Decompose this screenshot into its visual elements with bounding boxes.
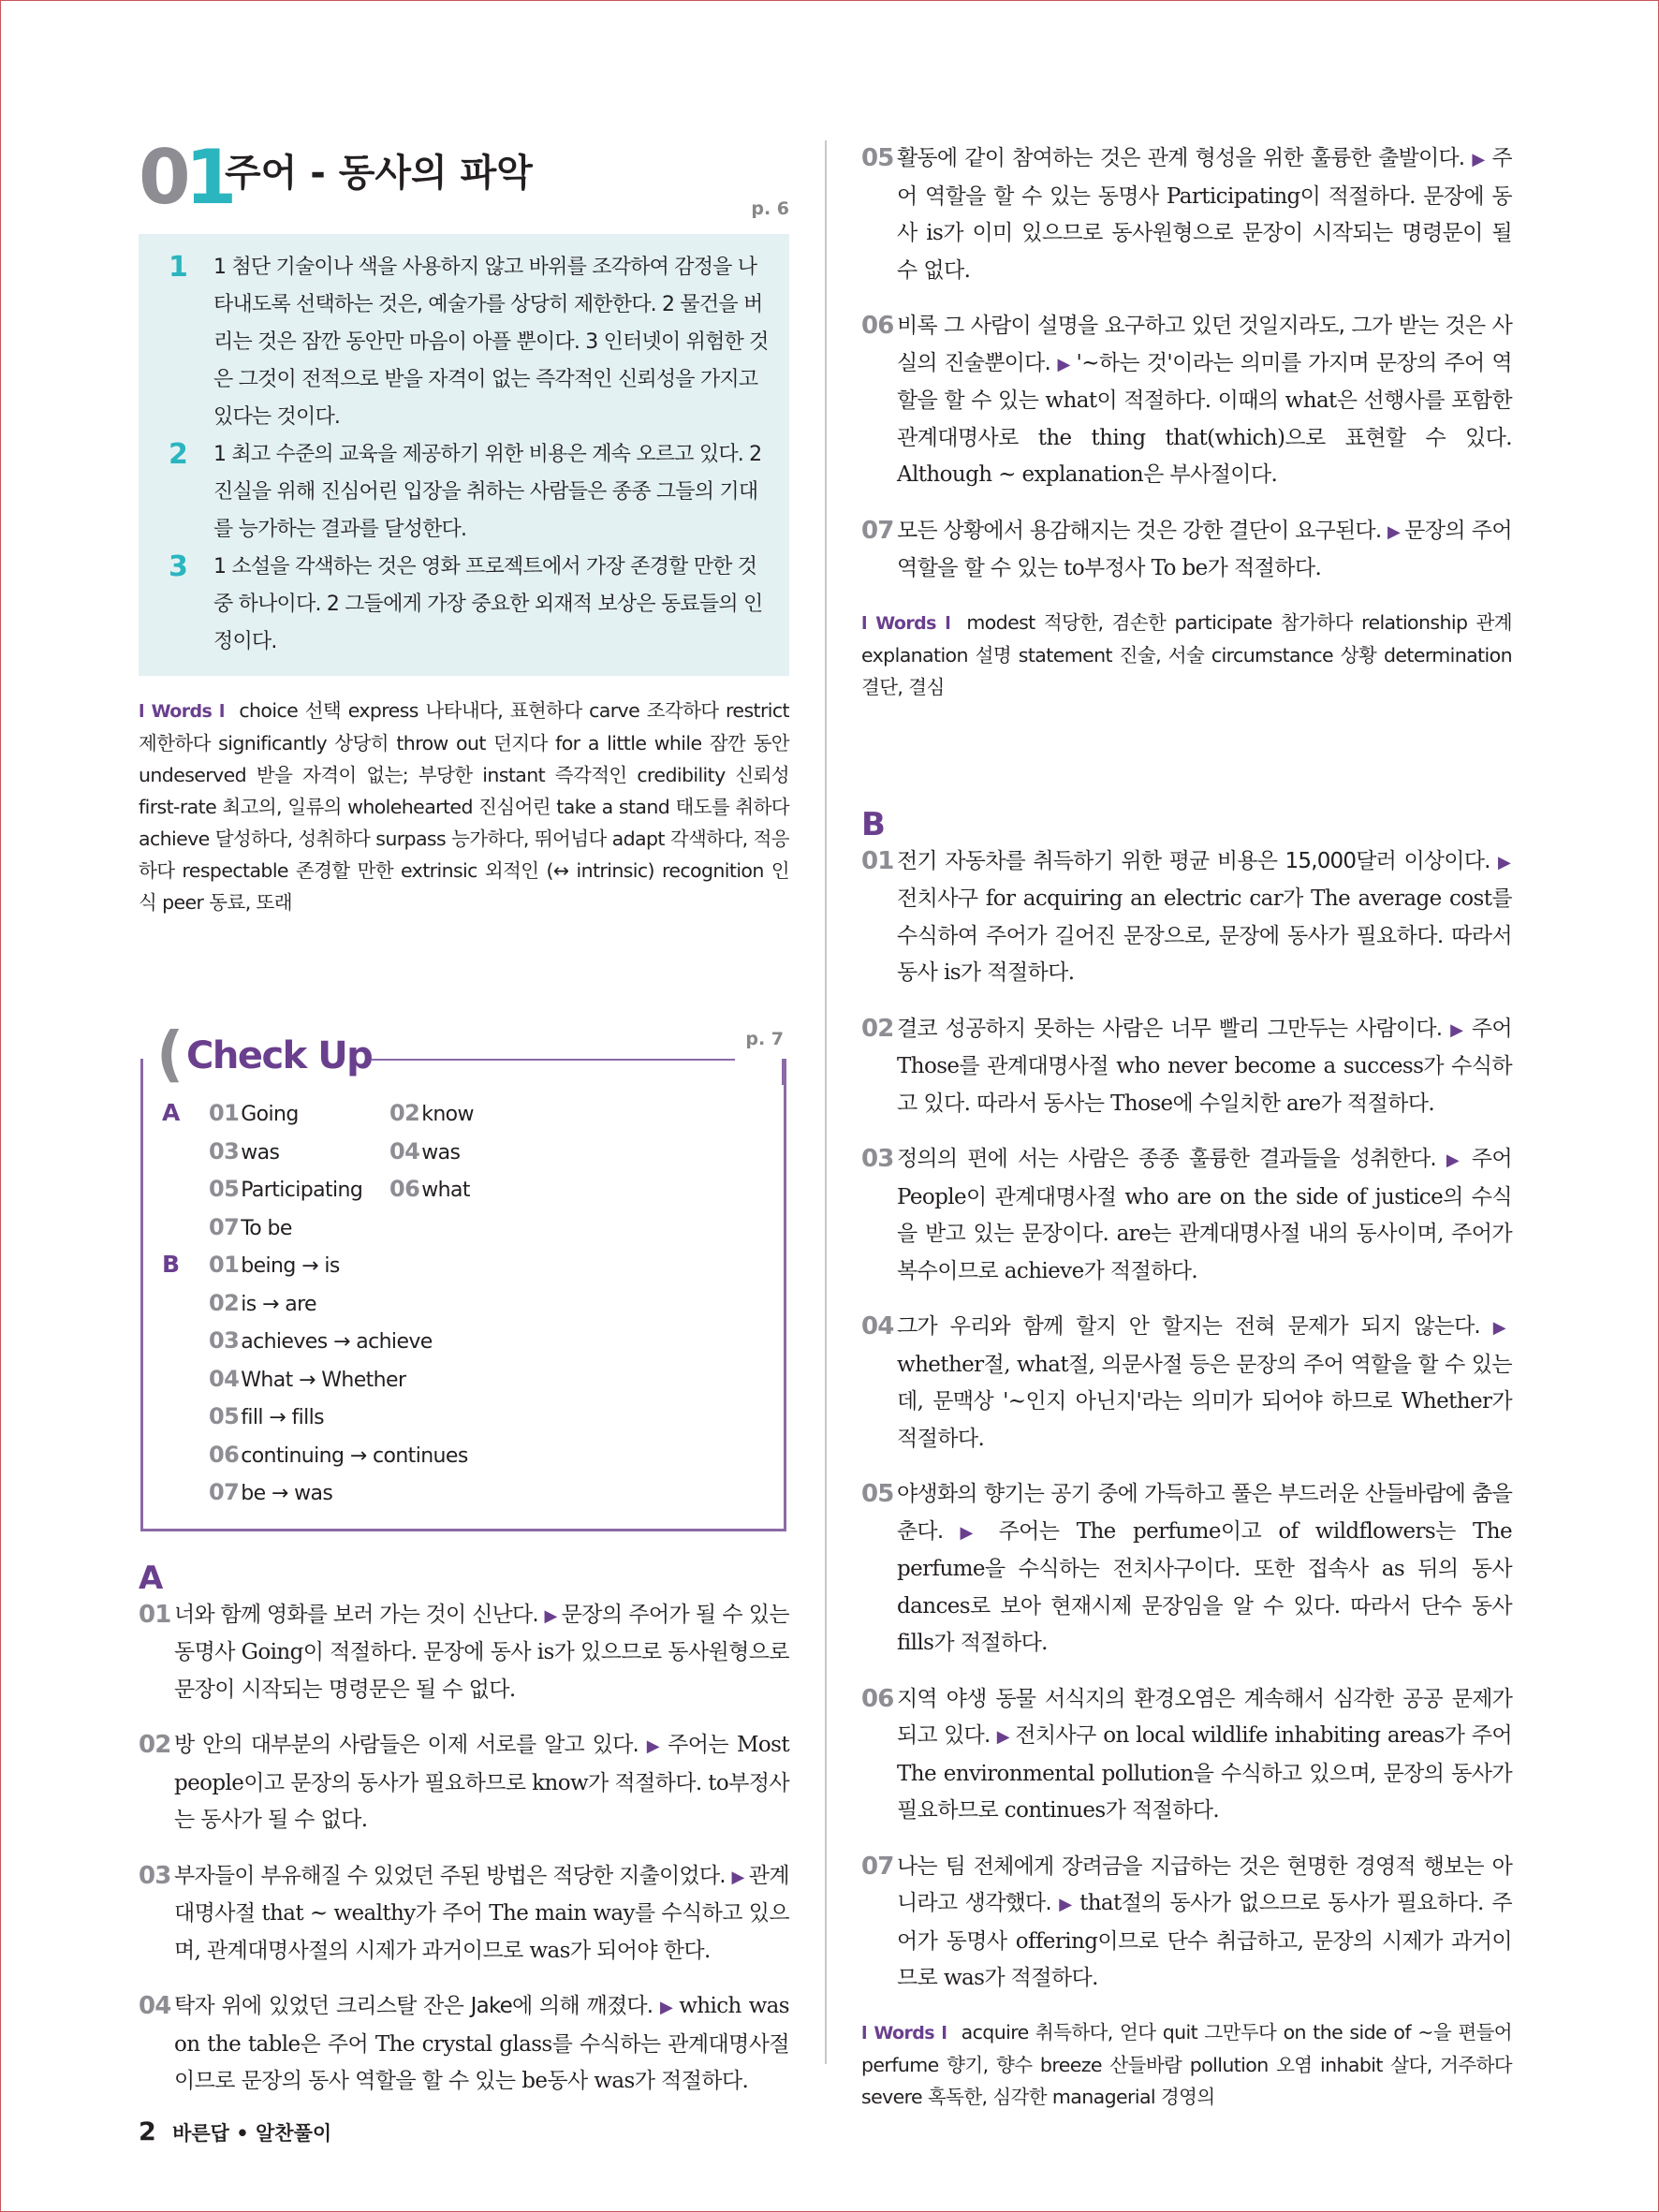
words-tag: l Words l — [861, 2022, 947, 2044]
explanation-text: 주어 역할을 할 수 있는 동명사 Participating이 적절하다. 문장에 동사 is가 이미 있으므로 동사원형으로 문장이 시작되는 명령문이 될 수 없다. — [897, 146, 1512, 283]
triangle-icon: ▶ — [1472, 150, 1492, 169]
translation-box — [139, 234, 789, 676]
words-list — [861, 2016, 1512, 2113]
page-footer — [139, 2117, 331, 2146]
explanation-korean: 방 안의 대부분의 사람들은 이제 서로를 알고 있다. — [174, 1733, 639, 1757]
words-text: modest 적당한, 겸손한 participate 참가하다 relationship 관계 explanation 설명 statement 진술, 서술 circumstance 상황 determination 결단, 결심 — [861, 610, 1513, 698]
check-up-title: ( Check Up — [156, 1020, 373, 1090]
explanation-number: 01 — [861, 846, 894, 875]
answer-item: 07To be — [209, 1213, 292, 1240]
words-list — [861, 607, 1512, 703]
translation-text: 1 소설을 각색하는 것은 영화 프로젝트에서 가장 존경할 만한 것 중 하나이다. 2 그들에게 가장 중요한 외재적 보상은 동료들의 인정이다. — [213, 555, 763, 653]
explanation-number: 06 — [861, 312, 894, 340]
answer-item: 02is → are — [209, 1289, 316, 1316]
answer-item: 03was — [209, 1137, 280, 1165]
page-number: 2 — [139, 2117, 156, 2146]
explanation-korean: 비록 그 사람이 설명을 요구하고 있던 것일지라도, 그가 받는 것은 사실의 진술뿐이다. — [897, 314, 1512, 375]
explanation-item — [861, 1681, 1512, 1830]
words-text: choice 선택 express 나타내다, 표현하다 carve 조각하다 restrict 제한하다 significantly 상당히 throw out 던지다 for a little while 잠깐 동안 undeserved 받을 자격이 없는; 부당한 instant 즉각적인 credibility 신뢰성 first-rate 최고의, 일류의 wholehearted 진심어린 take a stand 태도를 취하다 achieve 달성하다, 성취하다 surpass 능가하다, 뛰어넘다 adapt 각색하다, 적응하다 respectable 존경할 만한 extrinsic 외적인 (↔ intrinsic) recognition 인식 peer 동료, 또래 — [139, 699, 789, 914]
explanation-text: 전치사구 for acquiring an electric car가 The average cost를 수식하여 주어가 길어진 문장으로, 문장에 동사가 필요하다. 따라서 동사 is가 적절하다. — [897, 886, 1512, 985]
words-tag: l Words l — [861, 612, 951, 634]
explanation-text: 주어 Those를 관계대명사절 who never become a success가 수식하고 있다. 따라서 동사는 Those에 수일치한 are가 적절하다. — [897, 1016, 1512, 1116]
explanation-number: 07 — [861, 1852, 894, 1881]
check-up-box — [139, 1020, 786, 1531]
explanation-text: that절의 동사가 없으므로 동사가 필요하다. 주어가 동명사 offering이므로 단수 취급하고, 문장의 시제가 과거이므로 was가 적절하다. — [897, 1891, 1512, 1990]
explanation-item — [861, 1849, 1512, 1998]
left-column — [139, 134, 790, 2119]
explanation-item — [861, 1011, 1512, 1123]
triangle-icon: ▶ — [996, 1727, 1016, 1747]
explanation-item — [861, 1141, 1512, 1290]
answer-item: 05Participating — [209, 1176, 363, 1202]
words-tag: l Words l — [139, 701, 225, 722]
explanation-korean: 활동에 같이 참여하는 것은 관계 형성을 위한 훌륭한 출발이다. — [897, 146, 1465, 170]
explanation-number: 03 — [861, 1145, 894, 1173]
triangle-icon: ▶ — [1387, 521, 1405, 542]
part-b — [861, 806, 1512, 2113]
part-a-heading: A — [139, 1559, 164, 1597]
triangle-icon: ▶ — [1498, 852, 1512, 872]
explanation-text: '~하는 것'이라는 의미를 가지며 문장의 주어 역할을 할 수 있는 what이 적절하다. 이때의 what은 선행사를 포함한 관계대명사로 the thing that(which)으로 표현할 수 있다. Although ~ explanation은 부사절이다. — [897, 350, 1513, 487]
triangle-icon: ▶ — [646, 1736, 668, 1756]
triangle-icon: ▶ — [1059, 1895, 1080, 1914]
check-up-c-icon: ( — [156, 1020, 183, 1090]
triangle-icon: ▶ — [544, 1605, 562, 1626]
explanation-korean: 너와 함께 영화를 보러 가는 것이 신난다. — [174, 1602, 538, 1627]
explanation-korean: 부자들이 부유해질 수 있었던 주된 방법은 적당한 지출이었다. — [174, 1863, 726, 1888]
explanation-text: 주어는 The perfume이고 of wildflowers는 The perfume을 수식하는 전치사구이다. 또한 접속사 as 뒤의 동사 dances로 보아 현재시제 문장임을 알 수 있다. 따라서 단수 동사 fills가 적절하다. — [897, 1518, 1512, 1655]
answer-item: 07be → was — [209, 1479, 333, 1505]
triangle-icon: ▶ — [1450, 1019, 1472, 1040]
part-b-heading: B — [861, 805, 886, 843]
triangle-icon: ▶ — [1492, 1318, 1512, 1338]
explanation-number: 05 — [861, 144, 894, 172]
explanation-text: 문장의 주어가 될 수 있는 동명사 Going이 적절하다. 문장에 동사 is가 있으므로 동사원형으로 문장이 시작되는 명령문은 될 수 없다. — [174, 1602, 789, 1702]
words-text: acquire 취득하다, 얻다 quit 그만두다 on the side of ~을 편들어 perfume 향기, 향수 breeze 산들바람 pollution 오염 inhabit 살다, 거주하다 severe 혹독한, 심각한 managerial 경영의 — [861, 2020, 1513, 2108]
answer-grid — [162, 1094, 765, 1512]
translation-text: 1 최고 수준의 교육을 제공하기 위한 비용은 계속 오르고 있다. 2 진실을 위해 진심어린 입장을 취하는 사람들은 종종 그들의 기대를 능가하는 결과를 달성한다. — [213, 443, 762, 541]
explanation-item — [861, 843, 1512, 992]
explanation-korean: 그가 우리와 함께 할지 안 할지는 전혀 문제가 되지 않는다. — [897, 1314, 1480, 1339]
explanation-number: 03 — [139, 1861, 171, 1890]
answer-item: 06continuing → continues — [209, 1441, 468, 1468]
answer-item: 02know — [389, 1100, 474, 1126]
explanation-number: 07 — [861, 516, 894, 545]
translation-item — [159, 436, 769, 549]
explanation-korean: 탁자 위에 있었던 크리스탈 잔은 Jake에 의해 깨졌다. — [174, 1994, 653, 2018]
explanation-text: 주어 People이 관계대명사절 who are on the side of justice의 수식을 받고 있는 문장이다. are는 관계대명사절 내의 동사이며, 주어가 복수이므로 achieve가 적절하다. — [897, 1147, 1513, 1283]
translation-item — [159, 249, 769, 436]
explanation-item — [861, 1309, 1512, 1458]
explanation-item — [139, 1988, 789, 2101]
answer-item: 06what — [389, 1176, 470, 1202]
translation-number: 1 — [169, 251, 188, 284]
answer-item: 04was — [389, 1137, 461, 1165]
words-list — [139, 695, 789, 918]
answer-label-b: B — [162, 1251, 180, 1278]
explanation-korean: 모든 상황에서 용감해지는 것은 강한 결단이 요구된다. — [897, 518, 1382, 543]
explanation-number: 05 — [861, 1480, 894, 1508]
explanation-number: 06 — [861, 1684, 894, 1713]
explanation-korean: 결코 성공하지 못하는 사람은 너무 빨리 그만두는 사람이다. — [897, 1016, 1443, 1041]
explanation-text: 문장의 주어 역할을 할 수 있는 to부정사 To be가 적절하다. — [897, 518, 1512, 580]
part-a — [139, 1560, 789, 2101]
explanation-item — [861, 308, 1512, 494]
page-ref: p. 6 — [751, 198, 789, 219]
explanation-item — [861, 140, 1512, 289]
translation-item — [159, 549, 769, 661]
explanation-text: 관계대명사절 that ~ wealthy가 주어 The main way를 수식하고 있으며, 관계대명사절의 시제가 과거이므로 was가 되어야 한다. — [174, 1863, 789, 1963]
answer-label-a: A — [162, 1099, 180, 1126]
explanation-item — [139, 1597, 789, 1709]
answer-item: 03achieves → achieve — [209, 1327, 433, 1354]
explanation-korean: 야생화의 향기는 공기 중에 가득하고 풀은 부드러운 산들바람에 춤을 춘다. — [897, 1482, 1512, 1544]
answer-item: 04What → Whether — [209, 1365, 406, 1392]
answer-item: 05fill → fills — [209, 1403, 325, 1429]
explanation-korean: 지역 야생 동물 서식지의 환경오염은 계속해서 심각한 공공 문제가 되고 있다. — [897, 1686, 1512, 1748]
section-title: 주어 - 동사의 파악 — [225, 152, 533, 195]
explanation-item — [861, 1476, 1512, 1663]
explanation-item — [139, 1858, 789, 1970]
column-divider — [825, 140, 827, 2064]
check-up-page-ref: p. 7 — [745, 1029, 784, 1049]
explanation-number: 04 — [139, 1992, 171, 2020]
explanation-korean: 나는 팀 전체에게 장려금을 지급하는 것은 현명한 경영적 행보는 아니라고 생각했다. — [897, 1853, 1512, 1915]
triangle-icon: ▶ — [659, 1998, 680, 2017]
triangle-icon: ▶ — [1446, 1150, 1472, 1170]
explanation-text: which was on the table은 주어 The crystal glass를 수식하는 관계대명사절이므로 문장의 동사 역할을 할 수 있는 be동사 was가 적절하다. — [174, 1994, 790, 2093]
book-title: 바른답 • 알찬풀이 — [172, 2122, 332, 2145]
explanation-number: 04 — [861, 1312, 894, 1340]
triangle-icon: ▶ — [731, 1867, 749, 1887]
section-number: 01 — [139, 134, 232, 221]
explanation-text: 전치사구 on local wildlife inhabiting areas가 주어 The environmental pollution을 수식하고 있으며, 문장의 동사가 필요하므로 continues가 적절하다. — [897, 1723, 1513, 1823]
answer-item: 01being → is — [209, 1252, 340, 1278]
triangle-icon: ▶ — [1057, 354, 1077, 374]
translation-number: 2 — [169, 438, 188, 471]
right-column — [861, 140, 1512, 2113]
explanation-item — [861, 513, 1512, 588]
explanation-korean: 전기 자동차를 취득하기 위한 평균 비용은 15,000달러 이상이다. — [897, 848, 1490, 873]
section-header — [139, 134, 789, 225]
answer-item: 01Going — [209, 1100, 299, 1126]
translation-number: 3 — [169, 550, 188, 583]
triangle-icon: ▶ — [960, 1522, 999, 1543]
explanation-text: whether절, what절, 의문사절 등은 문장의 주어 역할을 할 수 있는데, 문맥상 '~인지 아닌지'라는 의미가 되어야 하므로 Whether가 적절하다. — [897, 1352, 1512, 1451]
explanation-text: 주어는 Most people이고 문장의 동사가 필요하므로 know가 적절하다. to부정사는 동사가 될 수 없다. — [174, 1733, 790, 1832]
explanation-number: 01 — [139, 1600, 171, 1629]
translation-text: 1 첨단 기술이나 색을 사용하지 않고 바위를 조각하여 감정을 나타내도록 선택하는 것은, 예술가를 상당히 제한한다. 2 물건을 버리는 것은 잠깐 동안만 마음이 아플 뿐이다. 3 인터넷이 위험한 것은 그것이 전적으로 받을 자격이 없는 즉각적인 신뢰성을 가지고 있다는 것이다. — [213, 256, 769, 429]
explanation-number: 02 — [139, 1731, 171, 1759]
explanation-number: 02 — [861, 1014, 894, 1043]
explanation-item — [139, 1727, 789, 1839]
explanation-korean: 정의의 편에 서는 사람은 종종 훌륭한 결과들을 성취한다. — [897, 1147, 1436, 1171]
